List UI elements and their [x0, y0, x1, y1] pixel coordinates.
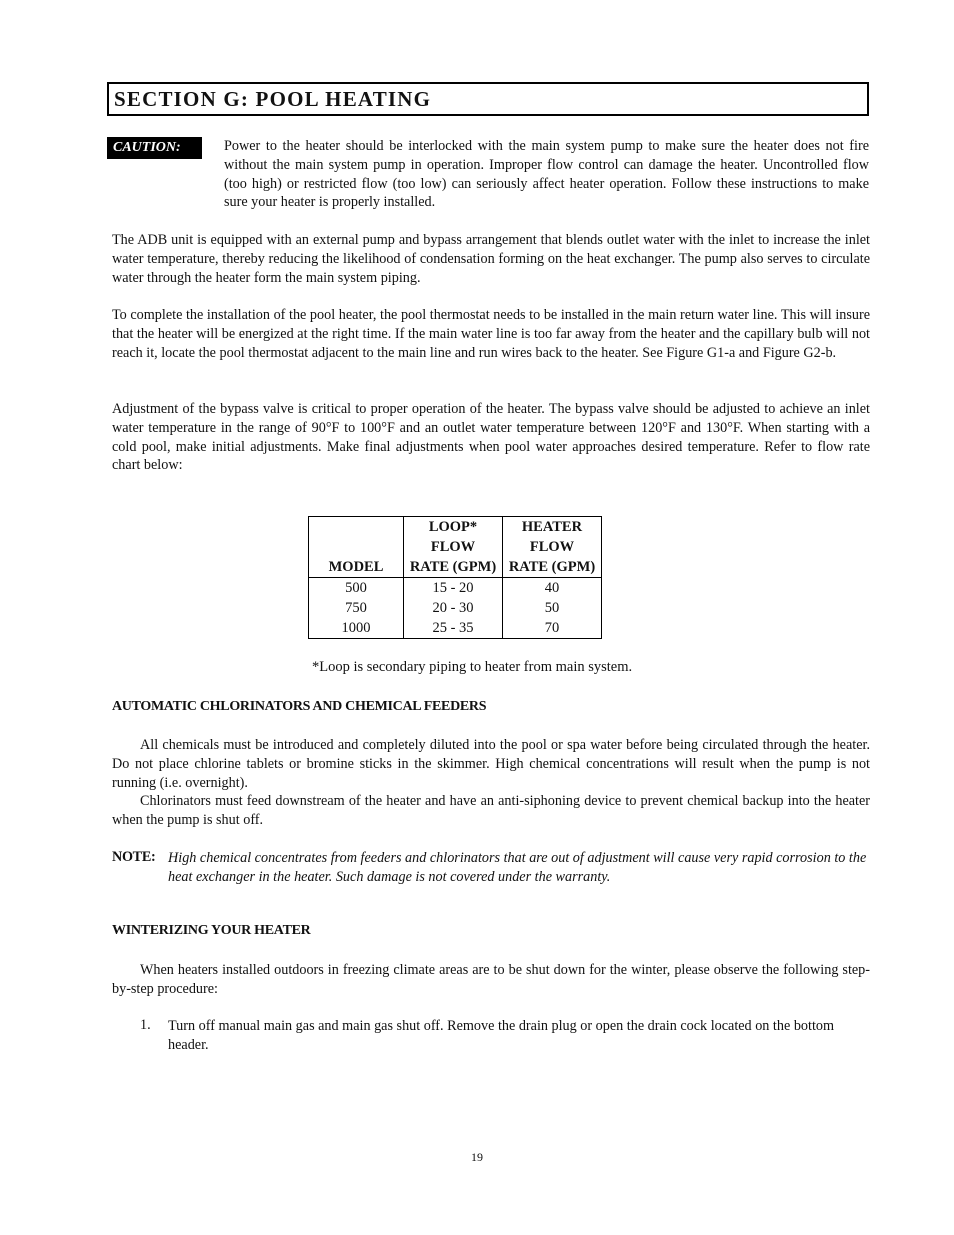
winterizing-intro: When heaters installed outdoors in freezing climate areas are to be shut down for the winter, please observe the following step-by-step procedure:	[112, 962, 870, 997]
header-model	[309, 517, 404, 578]
winterizing-heading: WINTERIZING YOUR HEATER	[112, 923, 311, 938]
header-loop-line3: RATE (GPM)	[409, 559, 497, 575]
cell-loop-rate: 25 - 35	[404, 618, 503, 639]
table-footnote: *Loop is secondary piping to heater from main system.	[312, 659, 633, 675]
section-title-box	[107, 82, 869, 116]
chlorinators-paragraph-1: All chemicals must be introduced and completely diluted into the pool or spa water before being circulated through the heater. Do not place chlorine tablets or bromine sticks in the skimmer. High chemical concentrations will result when the pump is not running (i.e. overnight).	[112, 737, 870, 791]
table-row	[309, 578, 602, 599]
cell-model: 500	[309, 578, 404, 599]
cell-heater-rate: 40	[503, 578, 602, 599]
flow-rate-table	[308, 516, 602, 639]
step-number: 1.	[140, 1017, 151, 1033]
note-text: High chemical concentrates from feeders and chlorinators that are out of adjustment will cause very rapid corrosion to the heat exchanger in the heater. Such damage is not covered under the warranty.	[168, 850, 867, 885]
chlorinators-paragraph-2: Chlorinators must feed downstream of the heater and have an anti-siphoning device to prevent chemical backup into the heater when the pump is shut off.	[112, 793, 870, 828]
header-loop-flow	[404, 517, 503, 578]
caution-badge: CAUTION:	[107, 137, 202, 159]
thermostat-paragraph: To complete the installation of the pool heater, the pool thermostat needs to be installed in the main return water line. This will insure that the heater will be energized at the right time. If the main water line is too far away from the heater and the capillary bulb will not reach it, locate the pool thermostat adjacent to the main line and run wires back to the heater. See Figure G1-a and Figure G2-b.	[112, 307, 870, 361]
table-row	[309, 618, 602, 639]
header-loop-line1: LOOP*	[428, 519, 478, 535]
header-heater-flow	[503, 517, 602, 578]
page-number: 19	[471, 1150, 483, 1164]
header-heater-line2: FLOW	[529, 539, 575, 555]
header-heater-line3: RATE (GPM)	[508, 559, 596, 575]
cell-heater-rate: 50	[503, 598, 602, 618]
adb-paragraph: The ADB unit is equipped with an external pump and bypass arrangement that blends outlet water with the inlet to increase the inlet water temperature, thereby reducing the likelihood of condensation forming on the heat exchanger. The pump also serves to circulate water through the heater form the main system piping.	[112, 232, 870, 286]
note-label: NOTE:	[112, 849, 156, 865]
header-model-label: MODEL	[328, 559, 384, 575]
table-header-row	[309, 517, 602, 578]
cell-model: 1000	[309, 618, 404, 639]
section-title: SECTION G: POOL HEATING	[114, 87, 432, 111]
header-loop-line2: FLOW	[430, 539, 476, 555]
cell-loop-rate: 15 - 20	[404, 578, 503, 599]
chlorinators-heading: AUTOMATIC CHLORINATORS AND CHEMICAL FEEDERS	[112, 699, 487, 714]
caution-text: Power to the heater should be interlocked with the main system pump to make sure the heater does not fire without the main system pump in operation. Improper flow control can damage the heater. Uncontrolled flow (too high) or restricted flow (too low) can seriously affect heater operation. Follow these instructions to make sure your heater is properly installed.	[224, 138, 869, 211]
step-text: Turn off manual main gas and main gas shut off. Remove the drain plug or open the drain cock located on the bottom header.	[168, 1018, 835, 1053]
cell-heater-rate: 70	[503, 618, 602, 639]
header-heater-line1: HEATER	[521, 519, 583, 535]
cell-loop-rate: 20 - 30	[404, 598, 503, 618]
cell-model: 750	[309, 598, 404, 618]
table-row	[309, 598, 602, 618]
bypass-paragraph: Adjustment of the bypass valve is critical to proper operation of the heater. The bypass valve should be adjusted to achieve an inlet water temperature in the range of 90°F to 100°F and an outlet water temperature between 120°F and 130°F. When starting with a cold pool, make initial adjustments. Make final adjustments when pool water approaches desired temperature. Refer to flow rate chart below:	[112, 401, 870, 474]
